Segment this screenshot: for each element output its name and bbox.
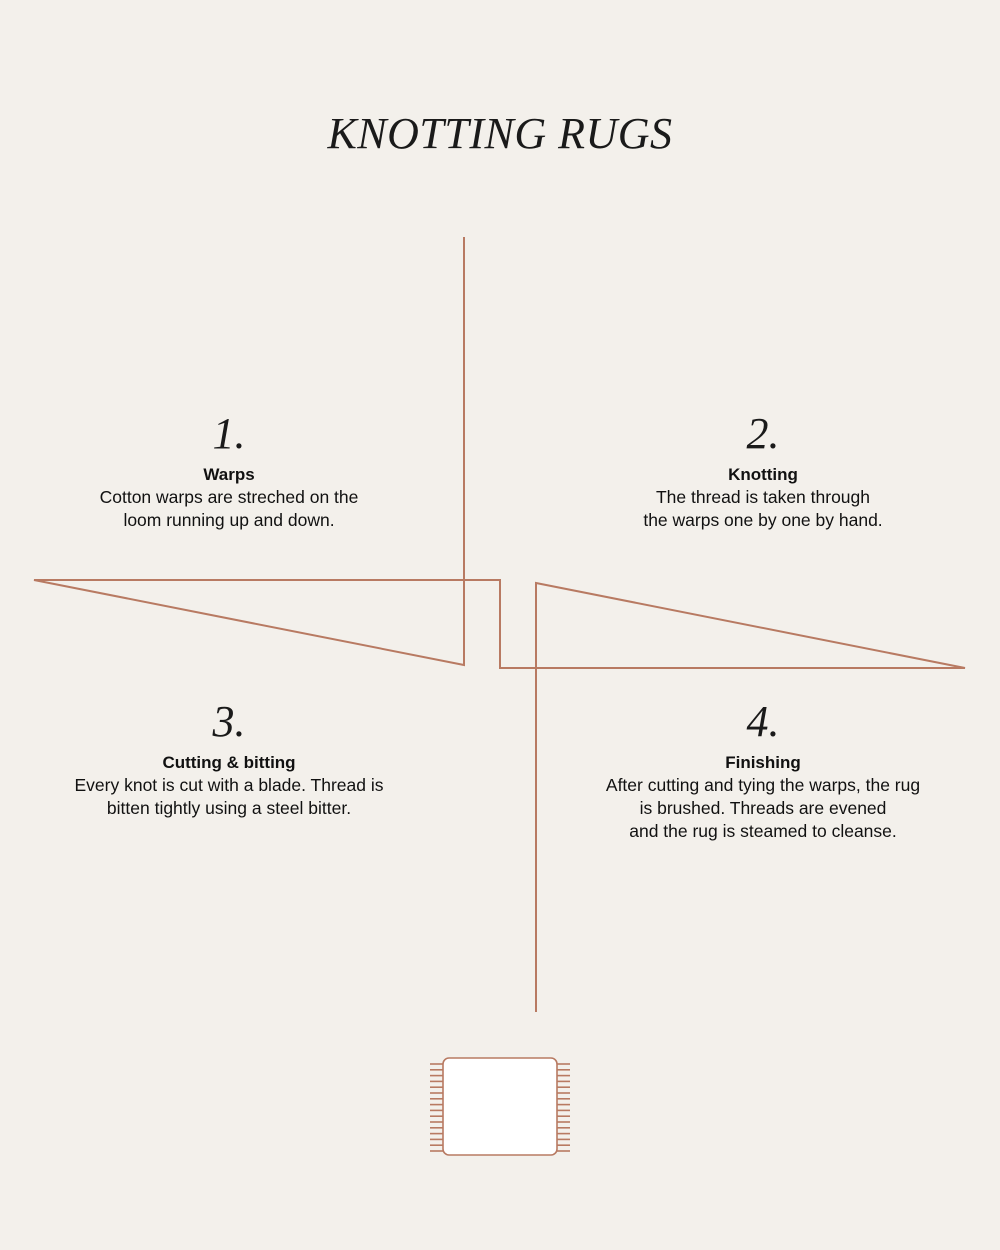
step-description: Every knot is cut with a blade. Thread is bitten tightly using a steel bitter. bbox=[74, 775, 384, 818]
step-description: Cotton warps are streched on the loom running up and down. bbox=[99, 487, 359, 530]
step-heading: Warps bbox=[203, 465, 255, 484]
step-warps bbox=[29, 410, 429, 532]
step-heading: Knotting bbox=[728, 465, 798, 484]
step-knotting bbox=[563, 410, 963, 532]
step-description: After cutting and tying the warps, the rug is brushed. Threads are evened and the rug is steamed to cleanse. bbox=[605, 775, 921, 841]
step-heading: Cutting & bitting bbox=[162, 753, 296, 772]
step-number: 4. bbox=[746, 697, 780, 746]
step-cutting-bitting bbox=[29, 698, 429, 820]
page-title: KNOTTING RUGS bbox=[327, 109, 673, 158]
step-finishing bbox=[563, 698, 963, 843]
thread-line-left bbox=[34, 237, 965, 1012]
step-number: 1. bbox=[212, 409, 246, 458]
step-number: 3. bbox=[212, 697, 246, 746]
step-description: The thread is taken through the warps one by one by hand. bbox=[643, 487, 883, 530]
step-number: 2. bbox=[746, 409, 780, 458]
rug-icon bbox=[428, 1056, 573, 1158]
step-heading: Finishing bbox=[725, 753, 801, 772]
